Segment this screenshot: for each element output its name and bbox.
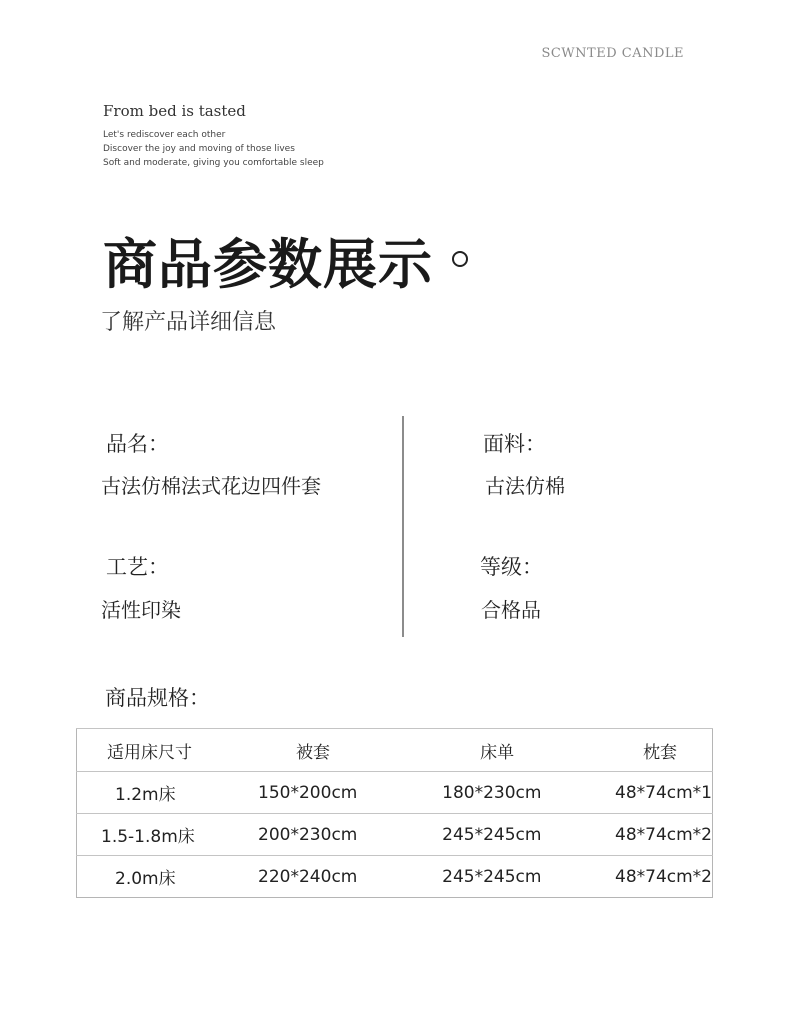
page-title: 商品参数展示: [103, 233, 433, 296]
intro-title: From bed is tasted: [103, 102, 246, 120]
table-cell: 48*74cm*1: [615, 772, 713, 814]
table-header-cell: 适用床尺寸: [77, 729, 259, 772]
table-cell: 150*200cm: [258, 772, 442, 814]
vertical-divider: [402, 416, 404, 637]
table-header-cell: 被套: [258, 729, 442, 772]
grade-label: 等级：: [480, 555, 543, 579]
table-row: [77, 772, 713, 814]
intro-line: Discover the joy and moving of those lives: [103, 144, 295, 154]
fabric-value: 古法仿棉: [485, 474, 565, 498]
spec-table: [76, 728, 713, 898]
table-cell: 245*245cm: [442, 814, 615, 856]
table-row: [77, 814, 713, 856]
spec-title: 商品规格：: [105, 686, 210, 710]
table-header-cell: 枕套: [615, 729, 713, 772]
craft-value: 活性印染: [101, 598, 181, 622]
table-row: [77, 856, 713, 898]
name-label: 品名：: [106, 432, 169, 456]
table-header-cell: 床单: [442, 729, 615, 772]
table-cell: 1.2m床: [77, 772, 259, 814]
table-header-row: [77, 729, 713, 772]
name-value: 古法仿棉法式花边四件套: [101, 474, 321, 498]
table-cell: 200*230cm: [258, 814, 442, 856]
table-cell: 180*230cm: [442, 772, 615, 814]
table-cell: 220*240cm: [258, 856, 442, 898]
table-cell: 1.5-1.8m床: [77, 814, 259, 856]
table-cell: 48*74cm*2: [615, 856, 713, 898]
table-cell: 48*74cm*2: [615, 814, 713, 856]
fabric-label: 面料：: [483, 432, 546, 456]
brand-name: SCWNTED CANDLE: [541, 46, 684, 61]
table-cell: 2.0m床: [77, 856, 259, 898]
intro-line: Let's rediscover each other: [103, 130, 226, 140]
table-cell: 245*245cm: [442, 856, 615, 898]
craft-label: 工艺：: [106, 555, 169, 579]
grade-value: 合格品: [481, 598, 541, 622]
page-subtitle: 了解产品详细信息: [100, 310, 277, 335]
intro-line: Soft and moderate, giving you comfortable sleep: [103, 158, 324, 168]
intro-block: [103, 102, 324, 170]
title-dot-icon: [452, 251, 468, 267]
